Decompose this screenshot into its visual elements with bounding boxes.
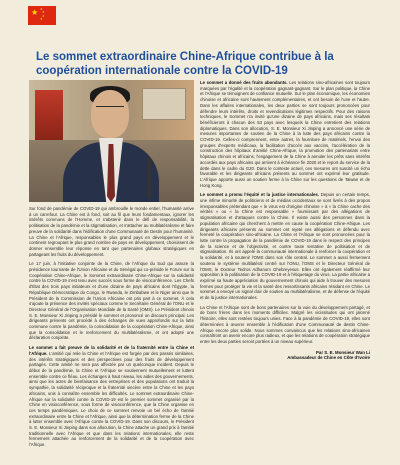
paragraph: La Chine et l'Afrique sont de bons partenaires sur la voie du développement partagé, et de bons frères dans les moments difficiles. Malgré les vicissitudes qui ont jalonné l'histoire, elles sont restées toujours unies. Face à la pandémie de COVID-19, elles sont déterminées à œuvrer ensemble à l'édification d'une Communauté de destin Chine-Afrique encore plus solide. Nous sommes convaincus que les relations sino-africaines connaîtront un avenir encore plus radieux, et que les relations de coopération stratégique entre les deux parties seront portées à un niveau supérieur. [200, 304, 370, 344]
paragraph: Le sommet a promu l'équité et la justice internationales. Depuis un certain temps, une infime minorité de politiciens et de médias occidentaux se sont livrés à des propos irresponsables prétendant que « le virus est d'origine chinoise » à « la Chine cache des vérités » ou « la Chine est responsable » fournissant par des allégations de stigmatisation et d'attaques contre la Chine. Il existe aussi des personnes dans la population africaine qui cherchent à mettre en cause la coopération Chine-Afrique. Les dirigeants africains présents au sommet ont rejeté ces allégations et défendu avec fermeté la coopération sino-africaine. La Chine et l'Afrique se sont prononcées pour la lutte contre la propagation de la pandémie de COVID-19 dans le respect des principes de la science et de l'objectivité, et contre toute tentative de politisation et de stigmatisation. Ils ont appelé la communauté internationale à renforcer la coopération et la solidarité, et à soutenir l'OMS dans son rôle central. Le sommet a aussi fermement soutenu le système multilatéral centré sur l'ONU, l'OMS et le Directeur Général de l'OMS, le Docteur Tedros Adhanom Ghebreyesus. Elles ont également réaffirmé leur opposition à la politisation de la COVID-19 et à l'étiquetage du virus. La partie africaine a exprimé sa haute appréciation du gouvernement chinois qui aide à trouver des mesures fermes pour protéger la vie et la santé des ressortissants africains résidant en Chine. Le sommet a envoyé un signal clair de soutien au multilatéralisme, et de défense de l'équité et de la justice internationales. [200, 192, 370, 301]
microphone-icon [147, 158, 151, 198]
china-flag-icon: ★ ★ ★ ★ ★ [28, 6, 56, 25]
author-signature [200, 350, 370, 361]
paragraph: Le 17 juin, à l'initiative conjointe de la Chine, de l'Afrique du Sud qui assure la présidence tournante de l'Union Africaine et du Sénégal qui co-préside le Forum sur la Coopération Chine-Afrique, le Sommet extraordinaire Chine-Afrique sur la solidarité contre la COVID-19 s'est tenu avec succès sous forme de visioconférence. Les Chefs d'État des trois pays initiateurs et d'une dizaine de pays africains dont l'Égypte, la République Démocratique du Congo, le Rwanda, le Zimbabwe et le Niger ainsi que le Président de la Commission de l'Union Africaine ont pris part à ce sommet. À cela s'ajoute la présence des invités spéciaux comme le Secrétaire Général de l'ONU et le Directeur Général de l'Organisation Mondiale de la Santé (OMS). Le Président chinois S. E. Monsieur Xi Jinping a présidé le sommet et prononcé un discours principal. Les dirigeants présents ont procédé à des échanges de vues approfondis sur la lutte commune contre la pandémie, la consolidation de la coopération Chine-Afrique, ainsi que la consolidation et le renforcement du multilatéralisme, et ont adopté une déclaration conjointe. [29, 261, 194, 341]
right-column [200, 80, 370, 438]
author-name: Par S. E. Monsieur Wan Li [316, 349, 370, 355]
author-title: Ambassadeur de Chine en Côte d'Ivoire [287, 355, 370, 361]
paragraph-lead: Le sommet a donné des fruits abondants. [200, 80, 288, 85]
left-column [29, 206, 194, 456]
paragraph-lead: Le sommet a promu l'équité et la justice internationales. [200, 192, 319, 198]
article-headline: Le sommet extraordinaire Chine-Afrique contribue à la coopération internationale contre la COVID-19 [36, 51, 334, 77]
paragraph: Le sommet a donné des fruits abondants. Les relations sino-africaines sont toujours marquées par l'égalité et la coopération gagnant-gagnant. Sur le plan politique, la Chine et l'Afrique se témoignent de confiance mutuelle. Sur le plan économique, les économies chinoise et africaine sont hautement complémentaires, et ont besoin de l'une et l'autre. Dans les affaires internationales, les deux parties se sont toujours prononcées pour défendre leurs intérêts, droits et revendications légitimes respectifs. Pour des raisons techniques, le Sommet n'a invité qu'une dizaine de pays africains, mais ses résultats bénéficieront à chacun des 53 pays avec lesquels la Chine entretient des relations diplomatiques. Dans son allocution, S. E. Monsieur Xi Jinping a annoncé une série de mesures importantes de soutien de la Chine à la lutte des pays africains contre la COVID-19. Celles-ci comprennent, entre autres, la fourniture de matériels, l'envoi des groupes d'experts médicaux, la facilitation d'accès aux vaccins, l'accélération de la construction des hôpitaux d'amitié Chine-Afrique, la promotion des partenariats entre hôpitaux chinois et africains, l'engagement de la Chine à annuler les prêts sans intérêts accordés aux pays africains qui arrivent à échéance fin 2020 et le report du service de la dette dans le cadre du G20. Dans le contexte actuel, ces mesures ont suscité un écho favorable et les dirigeants africains présents au sommet ont exprimé leur gratitude. L'Afrique apporte aussi un soutien ferme à la Chine sur les questions de Taiwan et de Hong Kong. [200, 80, 370, 188]
paragraph: Le sommet a fait preuve de la solidarité et de la fraternité entre la Chine et l'Afrique. L'amitié qui relie la Chine et l'Afrique est forgée par des passés similaires, des intérêts stratégiques et des perspectives pour des fruits de développement partagés. Cette amitié ne sera pas affectée par un quelconque incident. Depuis le début de la pandémie, la Chine et l'Afrique se soutiennent mutuellement et luttent ensemble contre ce fléau. Les échanges à haut niveau, les aides des gouvernements, ainsi que les actes de bienfaisance des entreprises et des populations ont traduit la sympathie, la solidarité réciproque et la fraternité sincère entre la Chine et les pays africains, unis à connaître ensemble les difficultés. Le sommet extraordinaire Chine-Afrique sur la solidarité contre la COVID-19 est le premier sommet organisé par la Chine en visioconférence, sous forme de visioconférence, que la Chine organise en ces temps pandémiques. Le choix de ce sommet renvoie un bel écho de l'amitié extraordinaire entre la Chine et l'Afrique, ainsi que la détermination ferme de la Chine à lutter ensemble avec l'Afrique contre la COVID-19. Dans son discours, le Président S. E. Monsieur Xi Jinping dans son allocution, la Chine attache un grand prix à l'amitié traditionnelle avec l'Afrique et que dans les relations internationales, elle reste fermement attachée au renforcement de la solidarité et de la coopération avec l'Afrique. [29, 345, 194, 448]
background-frame [142, 88, 186, 120]
paragraph: Sur fond de pandémie de COVID-19 qui ambrouille le monde entier, l'humanité arrive à un carrefour. La Chine est à fond, soit au fil que leurs fondamentaux, ignorer les intérêts communs de l'Homme, et s'abstenir dans le défi de responsabilité, la politisation de la pandémie et la stigmatisation, et s'attacher au multilatéralisme et faire preuve de la solidarité dans l'édification d'une Communauté de Destin pour l'humanité. La Chine et l'Afrique, responsables le plus grand pays en développement et le continent regroupant le plus grand nombre de pays en développement, choisissent de donner ensemble leur réponse en tant que partenaires globaux stratégiques en partageant les fruits du développement. [29, 206, 194, 257]
glasses-icon [96, 106, 124, 115]
ambassador-photo [29, 80, 194, 202]
paragraph-lead: Le sommet a fait preuve de la solidarité et de la fraternité entre la Chine et l'Afrique. [29, 345, 194, 356]
flag-backdrop [35, 90, 63, 140]
